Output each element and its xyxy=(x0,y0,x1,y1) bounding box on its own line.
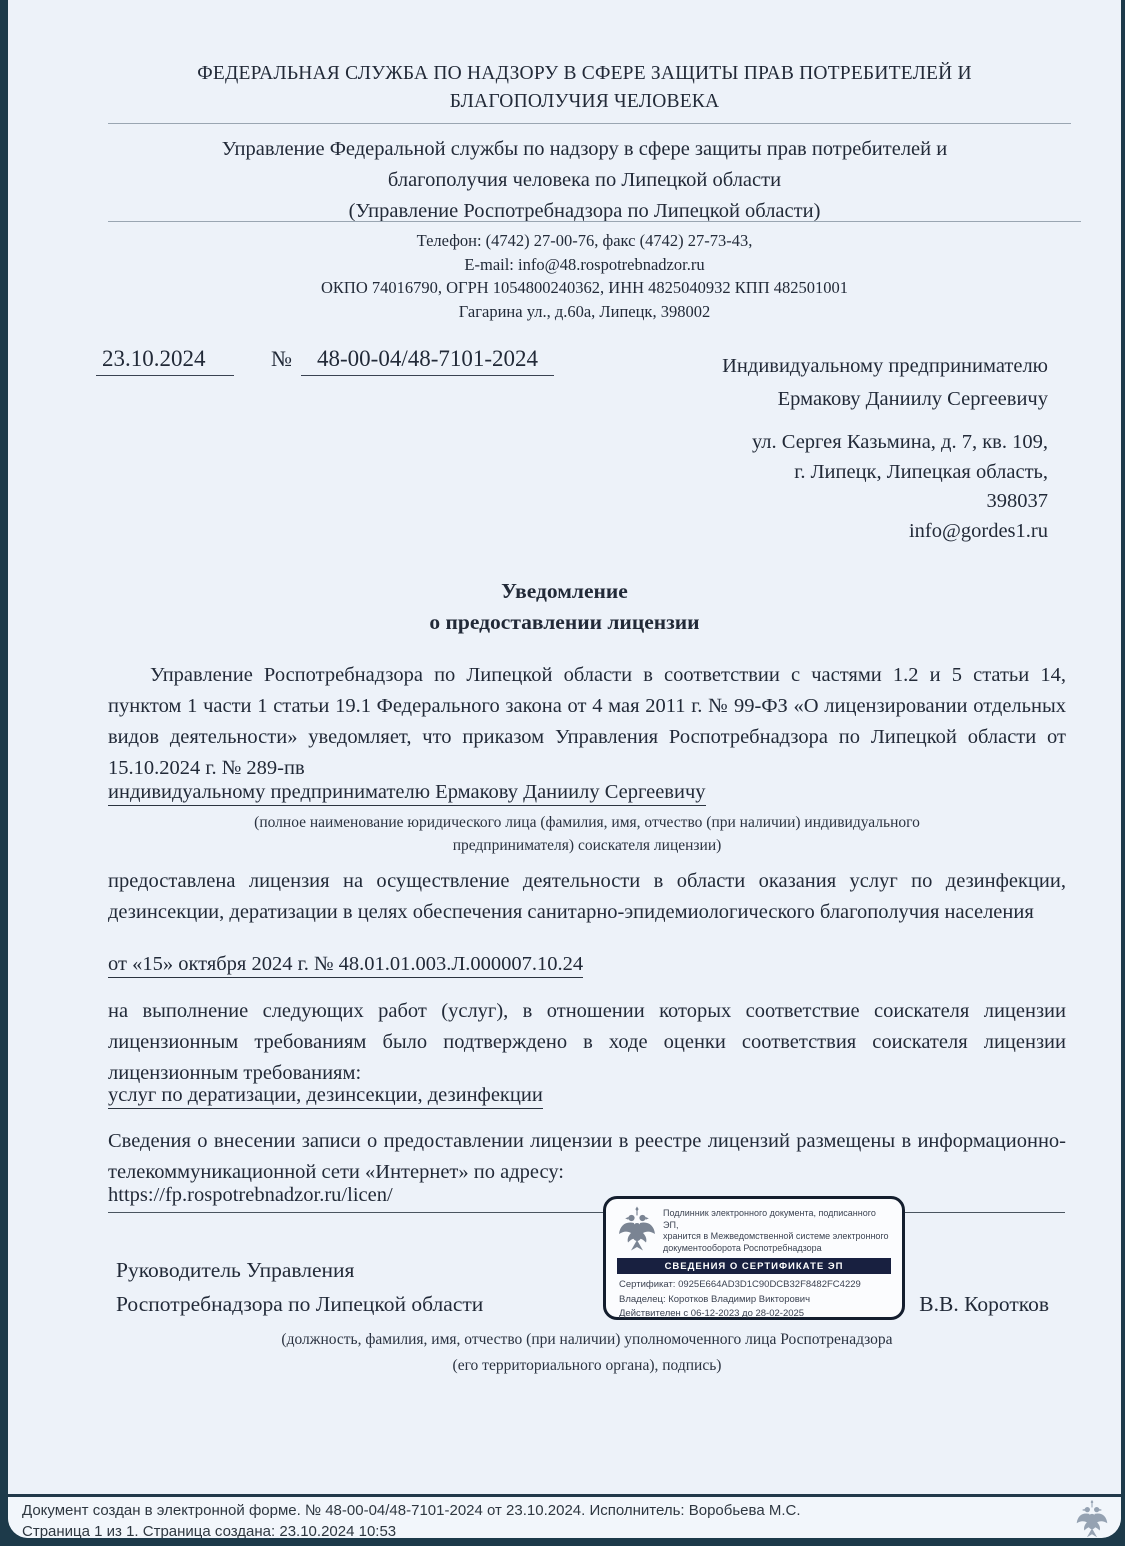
recipient-address-block xyxy=(752,428,1048,546)
signature-caption xyxy=(108,1327,1066,1379)
footer-creation-info: Документ создан в электронной форме. № 48-00-04/48-7101-2024 от 23.10.2024. Исполнитель: Воробьева М.С. xyxy=(22,1502,801,1519)
license-details-underlined: от «15» октября 2024 г. № 48.01.01.003.Л.000007.10.24 xyxy=(108,953,583,976)
paragraph-legal-basis: Управление Роспотребнадзора по Липецкой области в соответствии с частями 1.2 и 5 статьи 14, пунктом 1 части 1 статьи 19.1 Федерального закона от 4 мая 2011 г. № 99-ФЗ «О лицензировании отдельных видов деятельности» уведомляет, что приказом Управления Роспотребнадзора по Липецкой области от 15.10.2024 г. № 289-пв xyxy=(108,664,1066,779)
stamp-certificate-owner: Владелец: Коротков Владимир Викторович xyxy=(619,1293,811,1305)
signature-divider xyxy=(108,1212,1065,1213)
department-name-line1: Управление Федеральной службы по надзору в сфере защиты прав потребителей и xyxy=(221,138,948,160)
contact-block xyxy=(108,229,1061,323)
stamp-certificate-validity: Действителен с 06-12-2023 до 28-02-2025 xyxy=(619,1308,805,1319)
stamp-header-line3: документооборота Роспотребнадзора xyxy=(663,1242,822,1253)
email: E-mail: info@48.rospotrebnadzor.ru xyxy=(464,254,705,274)
letterhead-divider-bottom xyxy=(108,221,1081,222)
works-list-underlined: услуг по дератизации, дезинсекции, дезинфекции xyxy=(108,1084,543,1107)
federal-service-name-line2: БЛАГОПОЛУЧИЯ ЧЕЛОВЕКА xyxy=(449,91,720,112)
stamp-header-line2: хранится в Межведомственной системе электронного xyxy=(663,1231,889,1241)
document-title-line2: о предоставлении лицензии xyxy=(429,610,700,634)
federal-service-name xyxy=(108,60,1061,116)
stamp-certificate-details xyxy=(615,1278,893,1322)
recipient-type: Индивидуальному предпринимателю xyxy=(722,355,1048,377)
licensee-caption-line2: предпринимателя) соискателя лицензии) xyxy=(452,836,722,854)
registry-url: https://fp.rospotrebnadzor.ru/licen/ xyxy=(108,1184,393,1206)
department-short-name: (Управление Роспотребнадзора по Липецкой области) xyxy=(348,200,821,222)
document-title xyxy=(8,576,1121,638)
stamp-header-text xyxy=(663,1206,893,1254)
stamp-header-line1: Подлинник электронного документа, подписанного ЭП, xyxy=(663,1208,876,1230)
licensee-caption xyxy=(108,812,1066,857)
footer-page-info: Страница 1 из 1. Страница создана: 23.10.2024 10:53 xyxy=(22,1522,397,1538)
document-date: 23.10.2024 xyxy=(96,346,234,376)
document-number: 48-00-04/48-7101-2024 xyxy=(301,346,554,376)
phone-fax: Телефон: (4742) 27-00-76, факс (4742) 27-73-43, xyxy=(416,231,753,250)
federal-service-name-line1: ФЕДЕРАЛЬНАЯ СЛУЖБА ПО НАДЗОРУ В СФЕРЕ ЗАЩИТЫ ПРАВ ПОТРЕБИТЕЛЕЙ И xyxy=(197,63,972,84)
document-footer xyxy=(8,1494,1121,1538)
letterhead-divider-top xyxy=(108,123,1071,124)
document-body xyxy=(8,0,1121,1494)
paragraph-registry-info: Сведения о внесении записи о предоставлении лицензии в реестре лицензий размещены в информационно-телекоммуникационной сети «Интернет» по адресу: xyxy=(108,1130,1066,1183)
recipient-postal-code: 398037 xyxy=(986,490,1048,512)
recipient-block xyxy=(722,350,1048,416)
department-name-line2: благополучия человека по Липецкой области xyxy=(387,169,782,191)
signer-position-line2: Роспотребнадзора по Липецкой области xyxy=(116,1292,484,1316)
licensee-name-underlined: индивидуальному предпринимателю Ермакову Даниилу Сергеевичу xyxy=(108,781,706,804)
stamp-certificate-bar: СВЕДЕНИЯ О СЕРТИФИКАТЕ ЭП xyxy=(617,1258,891,1274)
department-name xyxy=(108,134,1061,227)
paragraph-works: на выполнение следующих работ (услуг), в отношении которых соответствие соискателя лицензии лицензионным требованиям было подтверждено в ходе оценки соответствия соискателя лицензии лицензионным требованиям: xyxy=(108,1000,1066,1084)
recipient-email: info@gordes1.ru xyxy=(908,519,1048,542)
signer-position-line1: Руководитель Управления xyxy=(116,1258,355,1282)
footer-text-block xyxy=(22,1501,801,1538)
e-signature-stamp xyxy=(603,1196,905,1320)
postal-address: Гагарина ул., д.60а, Липецк, 398002 xyxy=(458,301,711,321)
document-page xyxy=(8,0,1121,1538)
number-sign: № xyxy=(271,346,292,371)
stamp-header-row xyxy=(615,1206,893,1254)
registration-codes: ОКПО 74016790, ОГРН 1054800240362, ИНН 4825040932 КПП 482501001 xyxy=(320,278,848,297)
document-title-line1: Уведомление xyxy=(501,579,628,603)
rospotrebnadzor-emblem-icon xyxy=(1075,1499,1109,1538)
recipient-street: ул. Сергея Казьмина, д. 7, кв. 109, xyxy=(751,431,1048,453)
rospotrebnadzor-emblem-icon xyxy=(617,1206,657,1252)
recipient-city: г. Липецк, Липецкая область, xyxy=(794,460,1048,483)
paragraph-license-granted: предоставлена лицензия на осуществление деятельности в области оказания услуг по дезинфекции, дезинсекции, дератизации в целях обеспечения санитарно-эпидемиологического благополучия населения xyxy=(108,870,1066,923)
signer-name: В.В. Коротков xyxy=(919,1292,1049,1316)
stamp-certificate-number: Сертификат: 0925E664AD3D1C90DCB32F8482FC4229 xyxy=(619,1279,861,1290)
signature-caption-line1: (должность, фамилия, имя, отчество (при наличии) уполномоченного лица Роспотренадзора xyxy=(281,1331,893,1348)
signature-caption-line2: (его территориального органа), подпись) xyxy=(452,1357,722,1374)
licensee-caption-line1: (полное наименование юридического лица (фамилия, имя, отчество (при наличии) индивидуального xyxy=(254,814,920,831)
recipient-name: Ермакову Даниилу Сергеевичу xyxy=(777,388,1048,410)
